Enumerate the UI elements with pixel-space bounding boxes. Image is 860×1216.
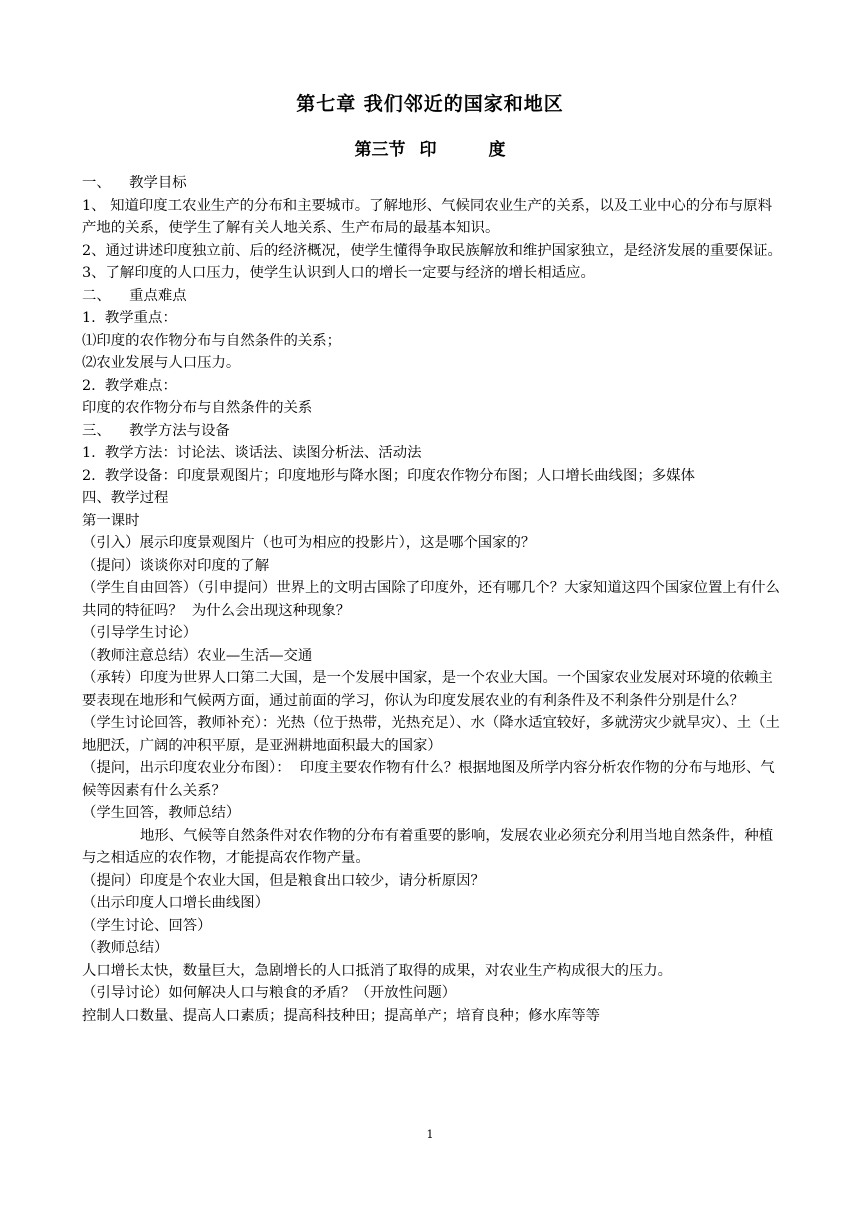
key-point-1: ⑴印度的农作物分布与自然条件的关系； — [82, 332, 342, 349]
process-student-answer-3: （学生回答，教师总结） — [82, 805, 241, 821]
process-transition: （承转）印度为世界人口第二大国，是一个发展中国家，是一个农业大国。一个国家农业发展对环境的依赖主要表现在地形和气候两方面，通过前面的学习，你认为印度发展农业的有利条件及不利条件分别是什么？ — [82, 670, 773, 709]
process-guide-discussion-2: （引导讨论）如何解决人口与粮食的矛盾？（开放性问题） — [82, 985, 457, 1001]
methods-text: 1. 教学方法：讨论法、谈话法、读图分析法、活动法 — [82, 445, 422, 461]
page-number: 1 — [426, 1128, 434, 1141]
heading-methods: 三、 教学方法与设备 — [82, 422, 230, 439]
process-student-answer-1: （学生自由回答）（引申提问）世界上的文明古国除了印度外，还有哪几个？大家知道这四个国家位置上有什么共同的特征吗？ 为什么会出现这种现象？ — [82, 580, 780, 619]
objective-2: 2、通过讲述印度独立前、后的经济概况，使学生懂得争取民族解放和维护国家独立，是经济发展的重要保证。 — [82, 242, 782, 259]
objective-1: 1、 知道印度工农业生产的分布和主要城市。了解地形、气候同农业生产的关系，以及工业中心的分布与原料产地的关系，使学生了解有关人地关系、生产布局的最基本知识。 — [82, 197, 773, 236]
process-question-2: （提问，出示印度农业分布图）： 印度主要农作物有什么？根据地图及所学内容分析农作物的分布与地形、气候等因素有什么关系？ — [82, 760, 775, 799]
process-student-discuss: （学生讨论、回答） — [82, 917, 212, 934]
difficulty-label: 2. 教学难点： — [82, 377, 177, 394]
process-solutions: 控制人口数量、提高人口素质；提高科技种田；提高单产；培育良种；修水库等等 — [82, 1007, 601, 1024]
chapter-title: 第七章 我们邻近的国家和地区 — [296, 93, 564, 115]
section-label: 第三节 — [354, 140, 406, 160]
process-question-3: （提问）印度是个农业大国，但是粮食出口较少，请分析原因？ — [82, 872, 485, 889]
difficulty-text: 印度的农作物分布与自然条件的关系 — [82, 400, 313, 416]
process-teacher-summary-1: （教师注意总结）农业—生活—交通 — [82, 647, 313, 664]
equipment-text: 2. 教学设备：印度景观图片；印度地形与降水图；印度农作物分布图；人口增长曲线图；多媒体 — [82, 467, 695, 484]
process-population-text: 人口增长太快，数量巨大，急剧增长的人口抵消了取得的成果，对农业生产构成很大的压力。 — [82, 962, 673, 979]
process-teacher-summary-2: （教师总结） — [82, 940, 169, 956]
process-show-chart: （出示印度人口增长曲线图） — [82, 895, 270, 911]
process-intro: （引入）展示印度景观图片（也可为相应的投影片），这是哪个国家的？ — [82, 535, 536, 551]
heading-process: 四、教学过程 — [82, 490, 169, 506]
key-point-label: 1. 教学重点： — [82, 310, 177, 326]
process-guide-discussion: （引导学生讨论） — [82, 625, 198, 641]
lesson-one-label: 第一课时 — [82, 512, 140, 529]
objective-3: 3、了解印度的人口压力，使学生认识到人口的增长一定要与经济的增长相适应。 — [82, 265, 595, 281]
section-title — [0, 139, 860, 161]
key-point-2: ⑵农业发展与人口压力。 — [82, 355, 241, 371]
heading-key-points: 二、 重点难点 — [82, 287, 187, 304]
process-question-1: （提问）谈谈你对印度的了解 — [82, 557, 270, 574]
process-student-answer-2: （学生讨论回答，教师补充）：光热（位于热带，光热充足）、水（降水适宜较好，多就涝灾少就旱灾）、土（土地肥沃，广阔的冲积平原，是亚洲耕地面积最大的国家） — [82, 715, 780, 754]
section-name-char-2: 度 — [488, 140, 506, 160]
process-summary-paragraph: 地形、气候等自然条件对农作物的分布有着重要的影响，发展农业必须充分利用当地自然条件，种植与之相适应的农作物，才能提高农作物产量。 — [82, 827, 774, 866]
document-body — [82, 172, 782, 1027]
heading-objectives: 一、 教学目标 — [82, 175, 187, 191]
section-name-char-1: 印 — [419, 140, 437, 160]
